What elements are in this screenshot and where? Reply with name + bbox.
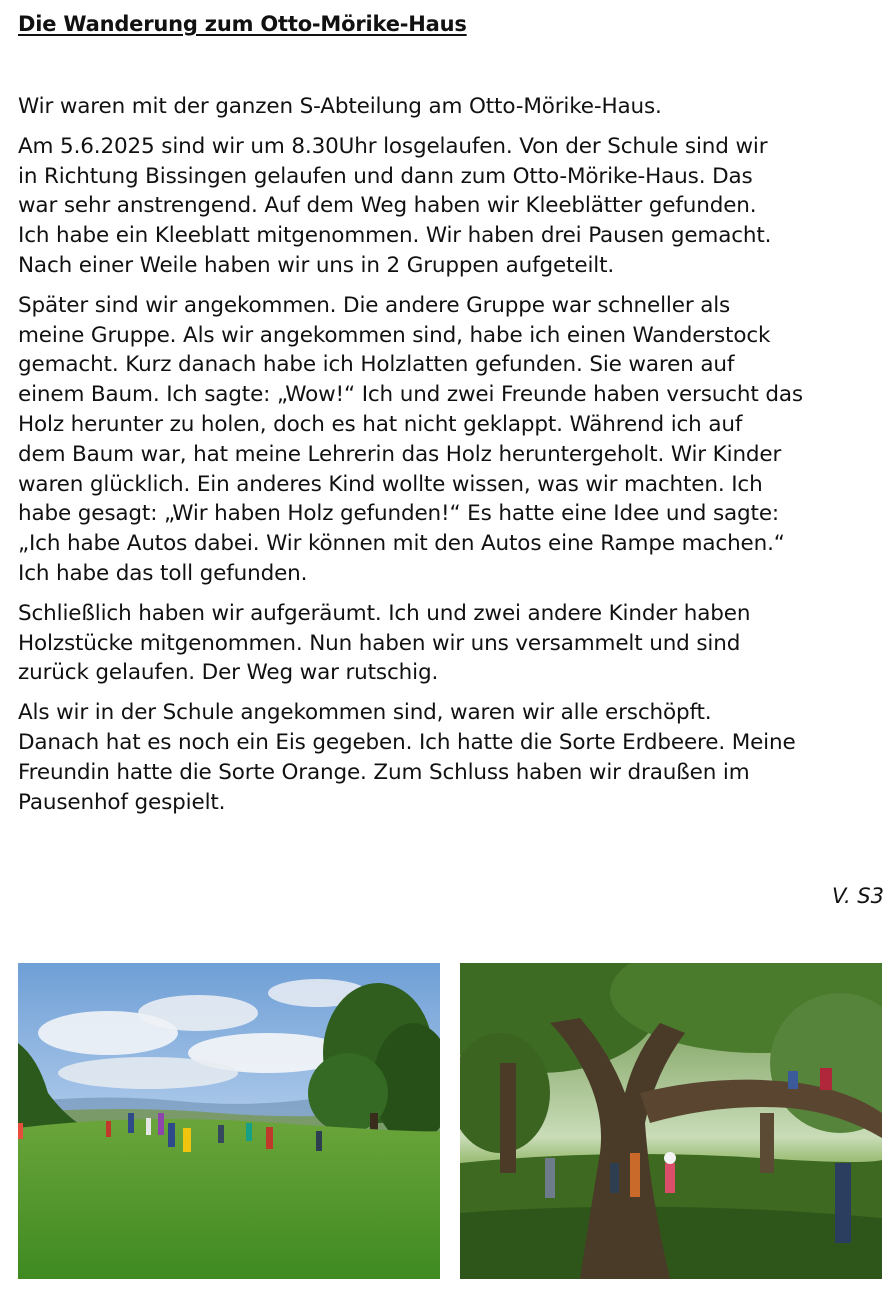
- paragraph-return: Schließlich haben wir aufgeräumt. Ich und zwei andere Kinder haben Holzstücke mitgenommen. Nun haben wir uns versammelt und sind zurück gelaufen. Der Weg war rutschig.: [18, 600, 751, 686]
- children-at-big-tree-photo: [460, 963, 882, 1279]
- article-body: [18, 92, 890, 827]
- paragraph-intro: Wir waren mit der ganzen S-Abteilung am Otto-Mörike-Haus.: [18, 94, 662, 119]
- paragraph-departure: Am 5.6.2025 sind wir um 8.30Uhr losgelaufen. Von der Schule sind wir in Richtung Bissingen gelaufen und dann zum Otto-Mörike-Haus. Das war sehr anstrengend. Auf dem Weg haben wir Kleeblätter gefunden. Ich habe ein Kleeblatt mitgenommen. Wir haben drei Pausen gemacht. Nach einer Weile haben wir uns in 2 Gruppen aufgeteilt.: [18, 133, 772, 278]
- paragraph-ending: Als wir in der Schule angekommen sind, waren wir alle erschöpft. Danach hat es noch ein Eis gegeben. Ich hatte die Sorte Erdbeere. Meine Freundin hatte die Sorte Orange. Zum Schluss haben wir draußen im Pausenhof gespielt.: [18, 700, 796, 815]
- group-on-meadow-photo: [18, 963, 440, 1279]
- paragraph-arrival: Später sind wir angekommen. Die andere Gruppe war schneller als meine Gruppe. Als wir angekommen sind, habe ich einen Wanderstock gemacht. Kurz danach habe ich Holzlatten gefunden. Sie waren auf einem Baum. Ich sagte: „Wow!“ Ich und zwei Freunde haben versucht das Holz herunter zu holen, doch es hat nicht geklappt. Während ich auf dem Baum war, hat meine Lehrerin das Holz heruntergeholt. Wir Kinder waren glücklich. Ein anderes Kind wollte wissen, was wir machten. Ich habe gesagt: „Wir haben Holz gefunden!“ Es hatte eine Idee und sagte: „Ich habe Autos dabei. Wir können mit den Autos eine Rampe machen.“ Ich habe das toll gefunden.: [18, 292, 803, 586]
- author-signature: V. S3: [832, 884, 884, 908]
- page-title: Die Wanderung zum Otto-Mörike-Haus: [18, 12, 467, 36]
